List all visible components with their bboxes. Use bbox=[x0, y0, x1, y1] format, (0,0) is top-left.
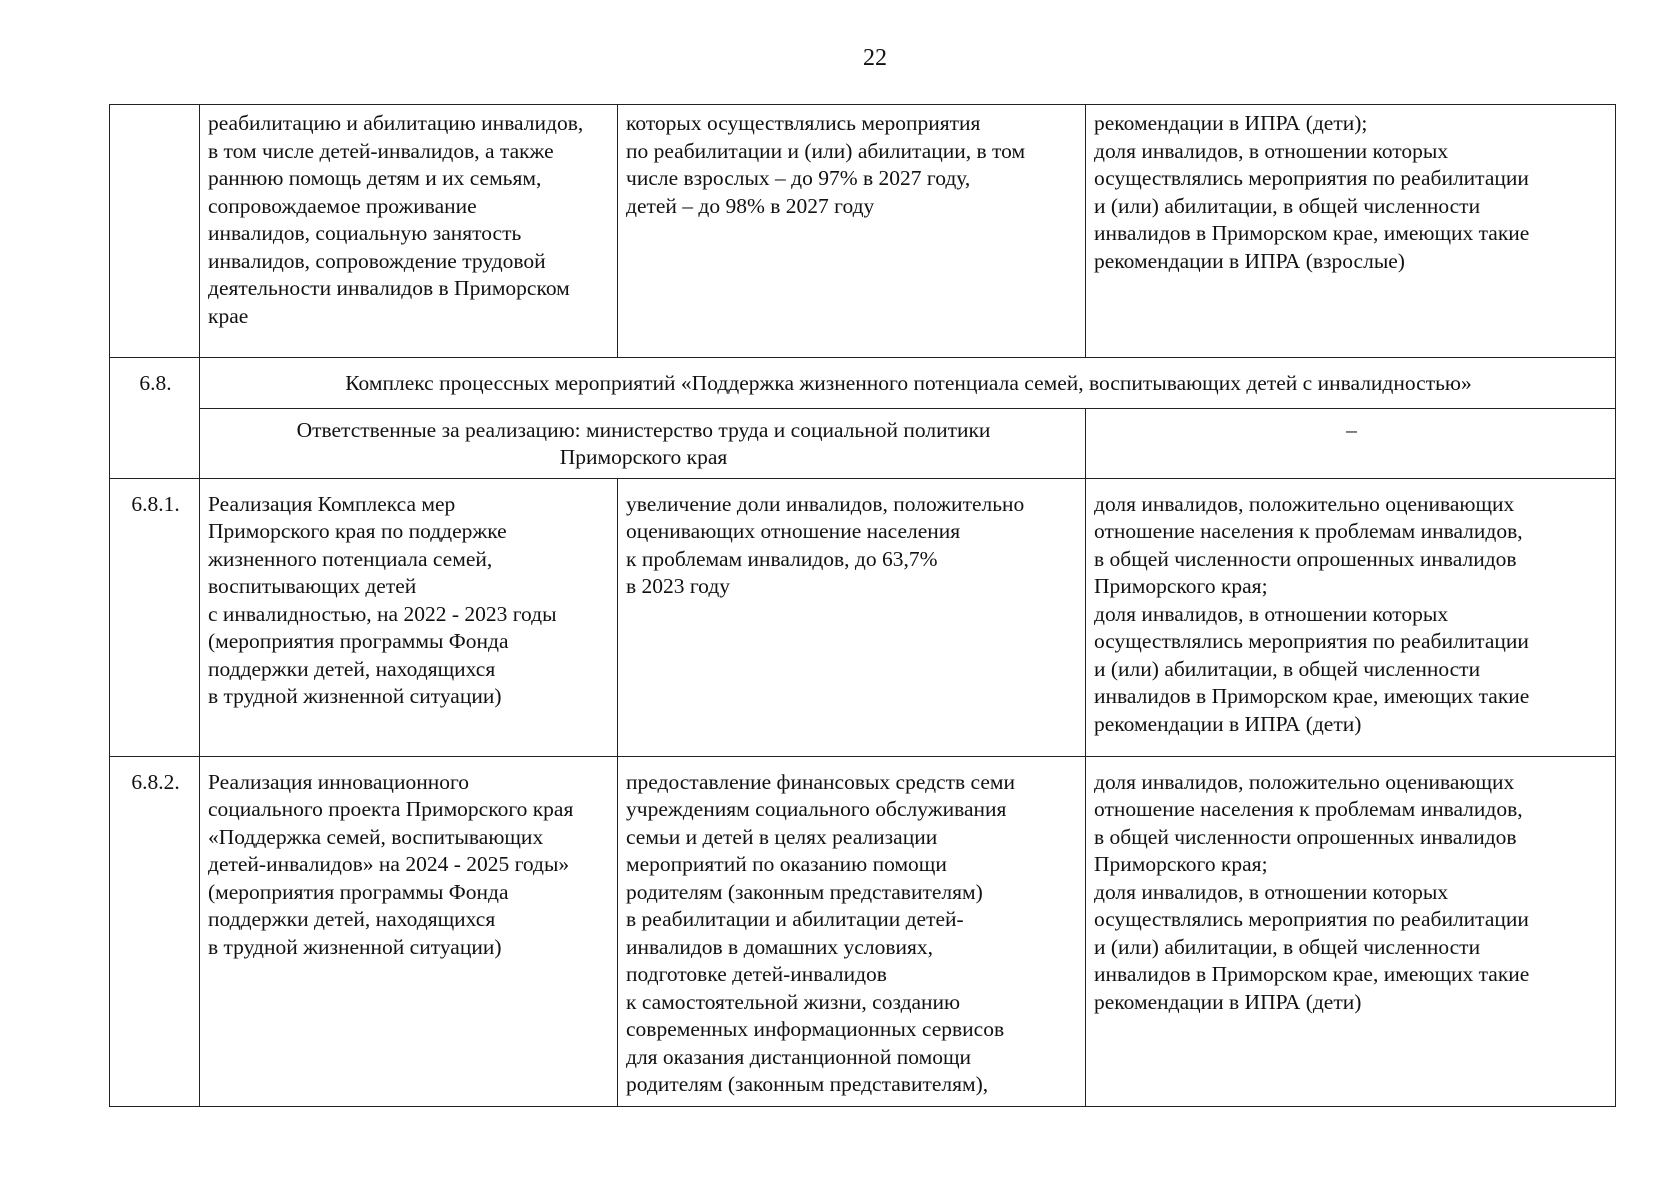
expected-result-text: которых осуществлялись мероприятия по реабилитации и (или) абилитации, в том числе взрослых – до 97% в 2027 году, детей – до 98% в 2027 году bbox=[626, 111, 1026, 218]
measure-name-text: Реализация Комплекса мер Приморского края по поддержке жизненного потенциала семей, воспитывающих детей с инвалидностью, на 2022 - 2023 годы (мероприятия программы Фонда поддержки детей, находящихся в трудной жизненной ситуации) bbox=[208, 491, 557, 708]
responsible-cell bbox=[200, 408, 1086, 478]
table-row-continuation bbox=[110, 105, 1616, 358]
expected-result-text: предоставление финансовых средств семи учреждениям социального обслуживания семьи и детей в целях реализации мероприятий по оказанию помощи родителям (законным представителям) в реабилитации и абилитации детей- инвалидов в домашних условиях, подготовке детей-инвалидов к самостоятельной жизни, созданию современных информационных сервисов для оказания дистанционной помощи родителям (законным представителям), bbox=[626, 769, 1015, 1096]
measure-name-text: реабилитацию и абилитацию инвалидов, в том числе детей-инвалидов, а также раннюю помощь детям и их семьям, сопровождаемое проживание инвалидов, социальную занятость инвалидов, сопровождение трудовой деятельности инвалидов в Приморском крае bbox=[208, 111, 584, 328]
row-number-cell: 6.8.1. bbox=[110, 478, 200, 756]
section-title-text: Комплекс процессных мероприятий «Поддержка жизненного потенциала семей, воспитывающих детей с инвалидностью» bbox=[345, 371, 1472, 395]
responsible-right-cell bbox=[1086, 408, 1616, 478]
table-row-6-8-1 bbox=[110, 478, 1616, 756]
table-row-6-8-2 bbox=[110, 756, 1616, 1106]
page-number: 22 bbox=[863, 45, 887, 71]
expected-result-cell bbox=[618, 756, 1086, 1106]
expected-result-cell bbox=[618, 478, 1086, 756]
indicator-text: доля инвалидов, положительно оценивающих отношение населения к проблемам инвалидов, в общей численности опрошенных инвалидов Приморского края; доля инвалидов, в отношении которых осуществлялись мероприятия по реабилитации и (или) абилитации, в общей численности инвалидов в Приморском крае, имеющих такие рекомендации в ИПРА (дети) bbox=[1094, 769, 1530, 1014]
table-row-section-6-8-title bbox=[110, 358, 1616, 409]
indicator-text: доля инвалидов, положительно оценивающих отношение населения к проблемам инвалидов, в общей численности опрошенных инвалидов Приморского края; доля инвалидов, в отношении которых осуществлялись мероприятия по реабилитации и (или) абилитации, в общей численности инвалидов в Приморском крае, имеющих такие рекомендации в ИПРА (дети) bbox=[1094, 491, 1530, 736]
expected-result-text: увеличение доли инвалидов, положительно оценивающих отношение населения к проблемам инвалидов, до 63,7% в 2023 году bbox=[626, 491, 1025, 598]
measure-name-cell bbox=[200, 105, 618, 358]
table-row-section-6-8-responsible bbox=[110, 408, 1616, 478]
responsible-text: Ответственные за реализацию: министерство труда и социальной политики Приморского края bbox=[296, 417, 991, 469]
responsible-right-text: – bbox=[1346, 417, 1357, 442]
row-number-cell: 6.8.2. bbox=[110, 756, 200, 1106]
measure-name-text: Реализация инновационного социального проекта Приморского края «Поддержка семей, воспитывающих детей-инвалидов» на 2024 - 2025 годы» (мероприятия программы Фонда поддержки детей, находящихся в трудной жизненной ситуации) bbox=[208, 769, 574, 959]
indicator-cell bbox=[1086, 105, 1616, 358]
section-number-cell: 6.8. bbox=[110, 358, 200, 479]
measures-table bbox=[109, 104, 1616, 1107]
indicator-cell bbox=[1086, 756, 1616, 1106]
section-title-cell bbox=[200, 358, 1616, 409]
measure-name-cell bbox=[200, 756, 618, 1106]
row-number-cell bbox=[110, 105, 200, 358]
indicator-cell bbox=[1086, 478, 1616, 756]
indicator-text: рекомендации в ИПРА (дети); доля инвалидов, в отношении которых осуществлялись мероприятия по реабилитации и (или) абилитации, в общей численности инвалидов в Приморском крае, имеющих такие рекомендации в ИПРА (взрослые) bbox=[1094, 111, 1530, 273]
measure-name-cell bbox=[200, 478, 618, 756]
expected-result-cell bbox=[618, 105, 1086, 358]
